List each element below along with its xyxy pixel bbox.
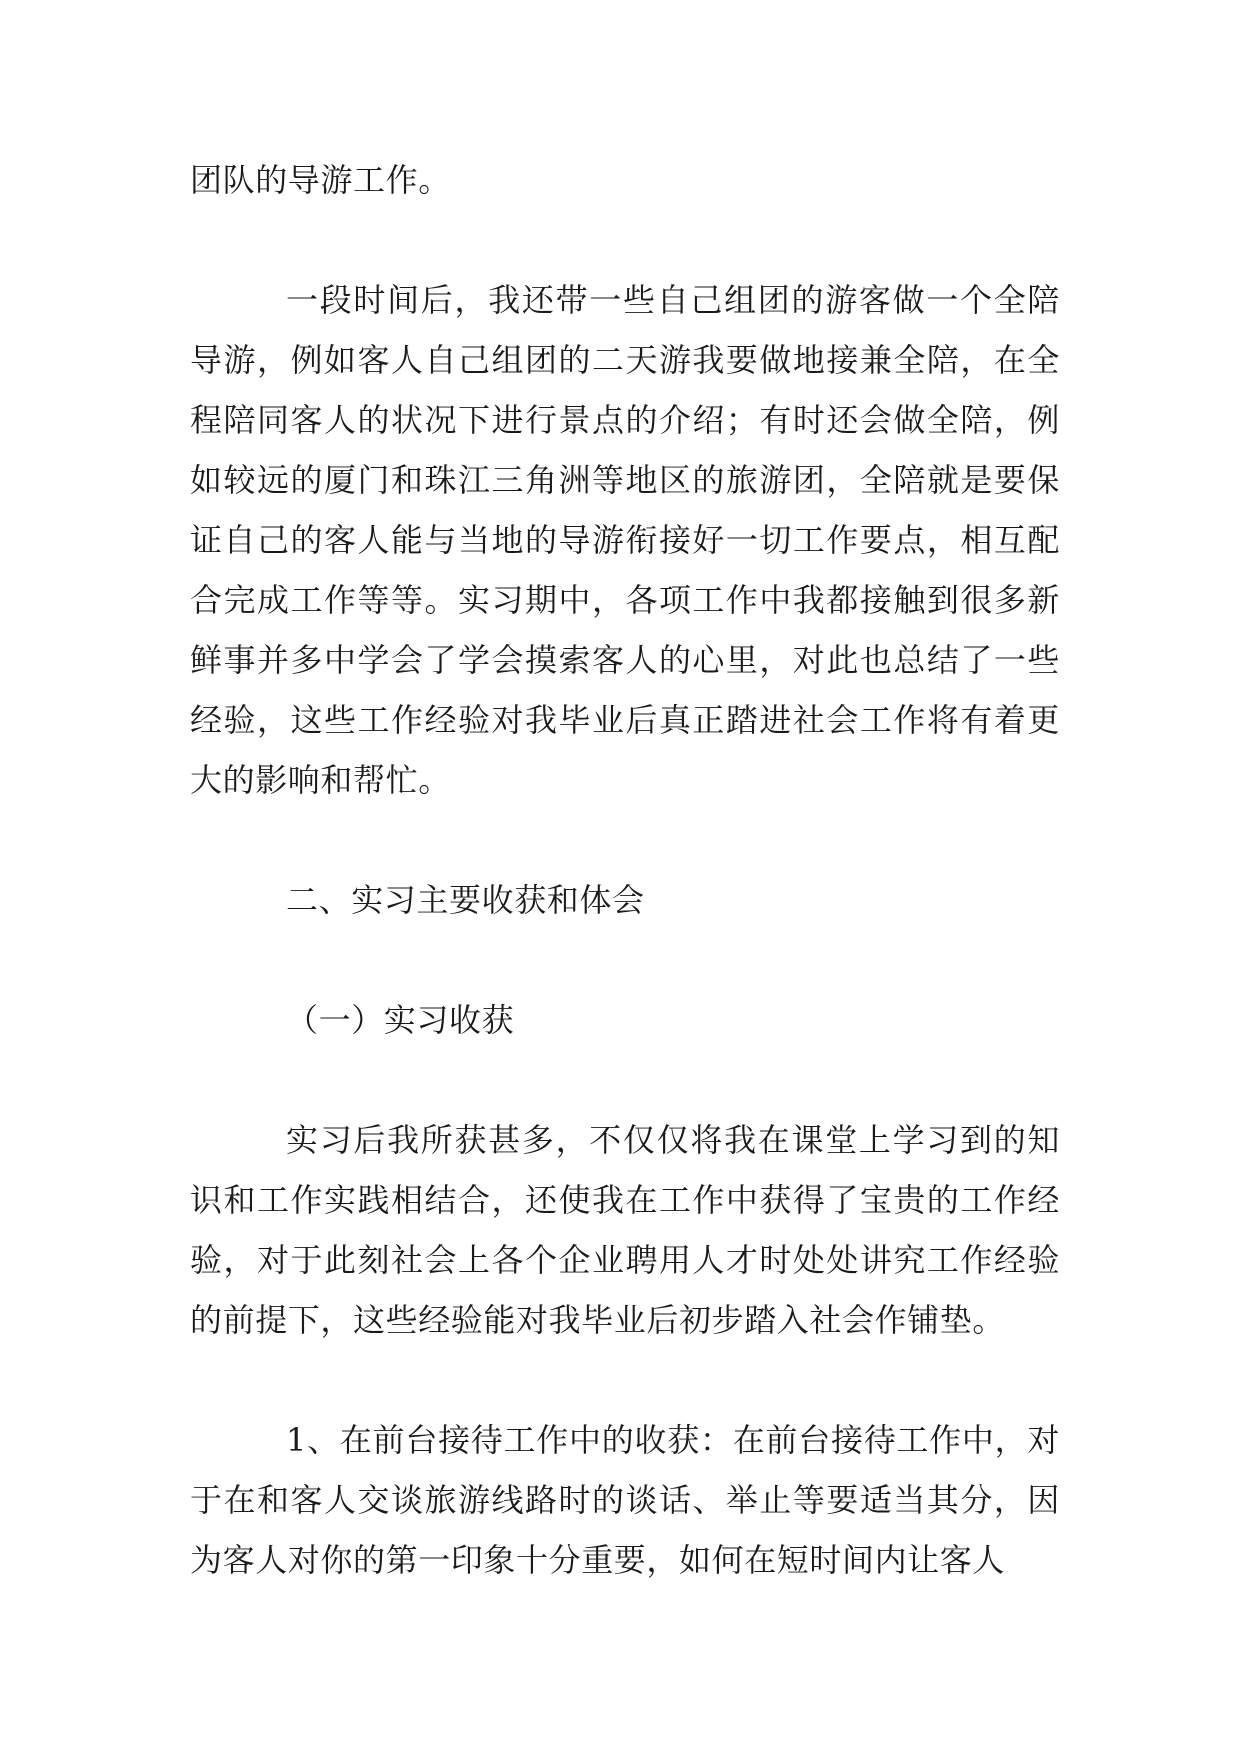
subsection-heading-gains: （一）实习收获 bbox=[286, 1001, 515, 1039]
paragraph-tour-guide-work: 一段时间后，我还带一些自己组团的游客做一个全陪导游，例如客人自己组团的二天游我要做地接兼全陪，在全程陪同客人的状况下进行景点的介绍；有时还会做全陪，例如较远的厦门和珠江三角洲等地区的旅游团，全陪就是要保证自己的客人能与当地的导游衔接好一切工作要点，相互配合完成工作等等。实习期中，各项工作中我都接触到很多新鲜事并多中学会了学会摸索客人的心里，对此也总结了一些经验，这些工作经验对我毕业后真正踏进社会工作将有着更大的影响和帮忙。 bbox=[190, 281, 1060, 799]
section-heading-gains: 二、实习主要收获和体会 bbox=[286, 881, 645, 919]
document-body bbox=[190, 150, 1060, 1590]
paragraph-front-desk-gains: 1、在前台接待工作中的收获：在前台接待工作中，对于在和客人交谈旅游线路时的谈话、举止等要适当其分，因为客人对你的第一印象十分重要，如何在短时间内让客人 bbox=[190, 1421, 1060, 1579]
paragraph-internship-gains: 实习后我所获甚多，不仅仅将我在课堂上学习到的知识和工作实践相结合，还使我在工作中获得了宝贵的工作经验，对于此刻社会上各个企业聘用人才时处处讲究工作经验的前提下，这些经验能对我毕业后初步踏入社会作铺垫。 bbox=[190, 1121, 1060, 1339]
paragraph-continuation: 团队的导游工作。 bbox=[190, 161, 451, 199]
